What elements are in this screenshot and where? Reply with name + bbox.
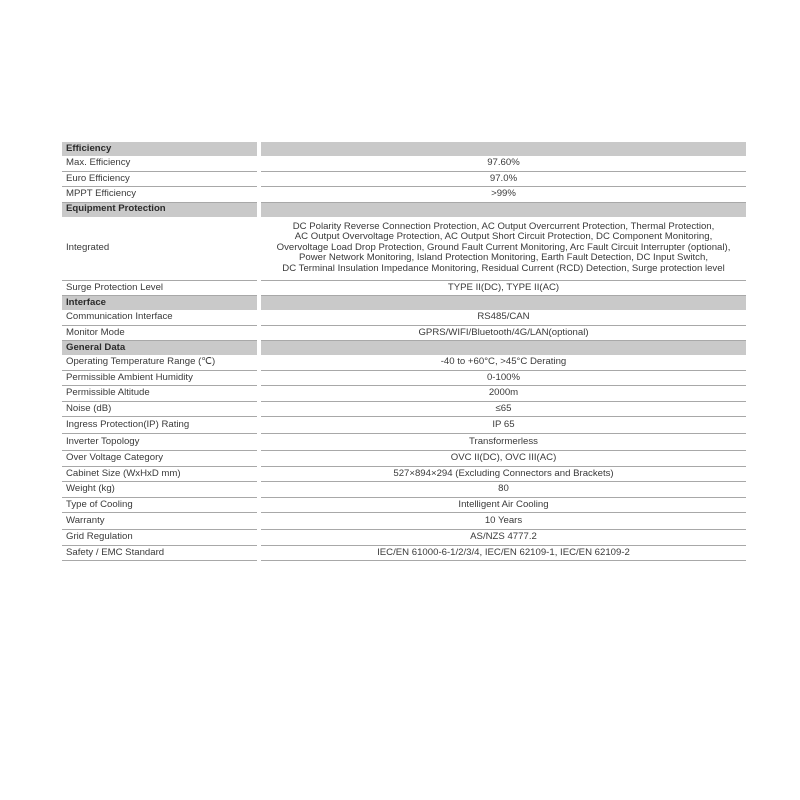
spec-label: Communication Interface <box>62 310 257 326</box>
spec-value: 2000m <box>261 386 746 402</box>
section-header <box>62 341 746 355</box>
spec-row <box>62 310 746 326</box>
spec-row <box>62 402 746 418</box>
section-value-blank <box>261 203 746 217</box>
section-header <box>62 142 746 156</box>
spec-value: Intelligent Air Cooling <box>261 498 746 514</box>
section-header <box>62 296 746 310</box>
spec-row <box>62 434 746 451</box>
spec-value: RS485/CAN <box>261 310 746 326</box>
spec-value: 97.0% <box>261 172 746 188</box>
spec-label: Operating Temperature Range (℃) <box>62 355 257 371</box>
spec-row <box>62 326 746 342</box>
spec-row <box>62 530 746 546</box>
spec-label: Permissible Ambient Humidity <box>62 371 257 387</box>
spec-row <box>62 187 746 203</box>
section-title: Efficiency <box>62 142 257 156</box>
spec-value: DC Polarity Reverse Connection Protection, AC Output Overcurrent Protection, Thermal Protection, AC Output Overvoltage Protection, AC Output Short Circuit Protection, DC Component Monitoring, Overvoltage Load Drop Protection, Ground Fault Current Monitoring, Arc Fault Circuit Interrupter (optional), Power Network Monitoring, Island Protection Monitoring, Earth Fault Detection, DC Input Switch, DC Terminal Insulation Impedance Monitoring, Residual Current (RCD) Detection, Surge protection level <box>261 217 746 281</box>
spec-row <box>62 217 746 281</box>
spec-row <box>62 386 746 402</box>
spec-value: 80 <box>261 482 746 498</box>
spec-label: Monitor Mode <box>62 326 257 342</box>
spec-value: 0-100% <box>261 371 746 387</box>
section-value-blank <box>261 296 746 310</box>
spec-label: Euro Efficiency <box>62 172 257 188</box>
section-title: General Data <box>62 341 257 355</box>
section-value-blank <box>261 142 746 156</box>
section-title: Equipment Protection <box>62 203 257 217</box>
spec-table <box>62 142 746 561</box>
spec-label: Permissible Altitude <box>62 386 257 402</box>
spec-row <box>62 546 746 562</box>
section-title: Interface <box>62 296 257 310</box>
spec-row <box>62 156 746 172</box>
spec-row <box>62 371 746 387</box>
spec-row <box>62 355 746 371</box>
spec-value: IEC/EN 61000-6-1/2/3/4, IEC/EN 62109-1, IEC/EN 62109-2 <box>261 546 746 562</box>
spec-value: 10 Years <box>261 513 746 530</box>
spec-row <box>62 417 746 434</box>
spec-row <box>62 451 746 467</box>
spec-row <box>62 172 746 188</box>
section-header <box>62 203 746 217</box>
spec-label: Grid Regulation <box>62 530 257 546</box>
spec-value: TYPE II(DC), TYPE II(AC) <box>261 281 746 297</box>
spec-row <box>62 467 746 483</box>
spec-label: Ingress Protection(IP) Rating <box>62 417 257 434</box>
section-value-blank <box>261 341 746 355</box>
spec-label: Noise (dB) <box>62 402 257 418</box>
spec-row <box>62 498 746 514</box>
spec-label: Over Voltage Category <box>62 451 257 467</box>
spec-label: Inverter Topology <box>62 434 257 451</box>
spec-row <box>62 513 746 530</box>
spec-value: -40 to +60°C, >45°C Derating <box>261 355 746 371</box>
spec-row <box>62 281 746 297</box>
spec-label: MPPT Efficiency <box>62 187 257 203</box>
spec-label: Type of Cooling <box>62 498 257 514</box>
spec-label: Safety / EMC Standard <box>62 546 257 562</box>
spec-value: Transformerless <box>261 434 746 451</box>
spec-value: 97.60% <box>261 156 746 172</box>
spec-label: Surge Protection Level <box>62 281 257 297</box>
spec-label: Max. Efficiency <box>62 156 257 172</box>
spec-value: ≤65 <box>261 402 746 418</box>
spec-table-body <box>62 142 746 561</box>
spec-value: 527×894×294 (Excluding Connectors and Brackets) <box>261 467 746 483</box>
spec-label: Integrated <box>62 217 257 281</box>
spec-label: Weight (kg) <box>62 482 257 498</box>
spec-value: IP 65 <box>261 417 746 434</box>
spec-row <box>62 482 746 498</box>
spec-value: OVC II(DC), OVC III(AC) <box>261 451 746 467</box>
spec-value: GPRS/WIFI/Bluetooth/4G/LAN(optional) <box>261 326 746 342</box>
spec-label: Warranty <box>62 513 257 530</box>
spec-value: >99% <box>261 187 746 203</box>
spec-label: Cabinet Size (WxHxD mm) <box>62 467 257 483</box>
spec-value: AS/NZS 4777.2 <box>261 530 746 546</box>
